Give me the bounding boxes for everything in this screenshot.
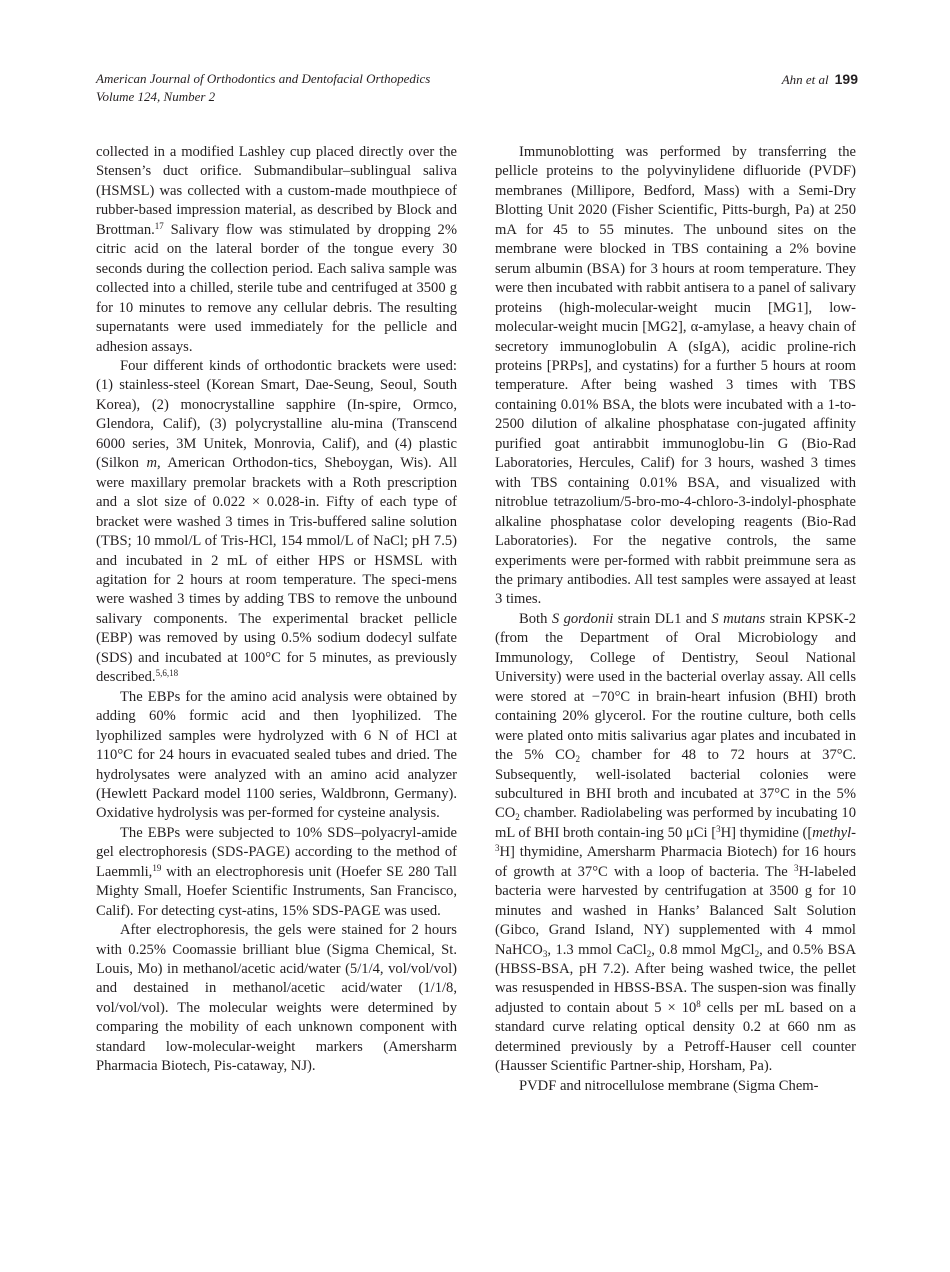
- citation: 5,6,18: [155, 668, 179, 679]
- right-column: [495, 143, 856, 1096]
- species-name: S gordonii: [551, 610, 614, 627]
- paragraph: Four different kinds of orthodontic brackets were used: (1) stainless-steel (Korean Smart, Dae-Seung, Seoul, South Korea), (2) monocrystalline sapphire (In-spire, Ormco, Glendora, Calif), (3) polycrystalline alu-mina (Transcend 6000 series, 3M Unitek, Monrovia, Calif), and (4) plastic (Silkon m, American Orthodon-tics, Sheboygan, Wis). All were maxillary premolar brackets with a Roth prescription and a slot size of 0.022 × 0.028-in. Fifty of each type of bracket were washed 3 times in Tris-buffered saline solution (TBS; 10 mmol/L of Tris-HCl, 154 mmol/L of NaCl; pH 7.5) and incubated in 2 mL of either HPS or HSMSL with agitation for 2 hours at room temperature. The speci-mens were washed 3 times by adding TBS to remove the unbound salivary components. The experimental bracket pellicle (EBP) was removed by using 0.5% sodium dodecyl sulfate (SDS) and incubated at 100°C for 5 minutes, as previously described.$^{5,6,18}$: [96, 357, 458, 686]
- paragraph: Immunoblotting was performed by transferring the pellicle proteins to the polyvinylidene difluoride (PVDF) membranes (Millipore, Bedford, Mass) with a Semi-Dry Blotting Unit 2020 (Fisher Scientific, Pitts-burgh, Pa) at 250 mA for 45 to 55 minutes. The unbound sites on the membrane were blocked in TBS containing a 2% bovine serum albumin (BSA) for 3 hours at room temperature. They were then incubated with rabbit antisera to a panel of salivary proteins (high-molecular-weight mucin [MG1], low-molecular-weight mucin [MG2], α-amylase, a heavy chain of secretory immunoglobulin A (sIgA), acidic proline-rich proteins [PRPs], and cystatins) for a further 5 hours at room temperature. After being washed 3 times with TBS containing 0.01% BSA, the blots were incubated with a 1-to-2500 dilution of alkaline phosphatase con-jugated affinity purified goat antirabbit immunoglobu-lin G (Bio-Rad Laboratories, Hercules, Calif) for 3 hours, washed 3 times with TBS containing 0.01% BSA, and visualized with nitroblue tetrazolium/5-bro-mo-4-chloro-3-indolyl-phosphate alkaline phosphatase color developing reagents (Bio-Rad Laboratories). For the negative controls, the same experiments were per-formed with rabbit preimmune sera as the primary antibodies. All test samples were assayed at least 3 times.: [495, 144, 856, 608]
- author-line: Ahn et al: [781, 72, 829, 87]
- paragraph: Both S gordonii strain DL1 and S mutans strain KPSK-2 (from the Department of Oral Microbiology and Immunology, College of Dentistry, Seoul National University) were used in the bacterial overlay assay. All cells were stored at −70°C in brain-heart infusion (BHI) broth containing 20% glycerol. For the routine culture, both cells were plated onto mitis salivarius agar plates and incubated in the 5% $CO_2$ chamber for 48 to 72 hours at 37°C. Subsequently, well-isolated bacterial colonies were subcultured in BHI broth and incubated at 37°C in the 5% $CO_2$ chamber. Radiolabeling was performed by incubating 10 mL of BHI broth contain-ing 50 μCi [$^3$H] thymidine ([methyl-$^3$H] thymidine, Amersharm Pharmacia Biotech) for 16 hours of growth at 37°C with a loop of bacteria. The $^3$H-labeled bacteria were harvested by centrifugation at 3500 g for 10 minutes and washed in Hanks’ Balanced Salt Solution (Gibco, Grand Island, NY) supplemented with 4 mmol NaHCO$_3$, 1.3 mmol CaCl$_2$, 0.8 mmol MgCl$_2$, and 0.5% BSA (HBSS-BSA, pH 7.2). After being washed twice, the pellet was resuspended in HBSS-BSA. The suspen-sion was finally adjusted to contain about $5 \times 10^8$ cells per mL based on a standard curve relating optical density 0.2 at 660 nm as determined previously by a Petroff-Hauser cell counter (Hausser Scientific Partner-ship, Horsham, Pa).: [495, 610, 857, 1075]
- journal-volume: Volume 124, Number 2: [96, 89, 216, 104]
- citation: 17: [154, 220, 164, 231]
- running-header: [96, 70, 430, 106]
- paragraph: collected in a modified Lashley cup placed directly over the Stensen’s duct orifice. Submandibular–sublingual saliva (HSMSL) was collected with a custom-made mouthpiece of rubber-based impression material, as described by Block and Brottman.$^{17}$ Salivary flow was stimulated by dropping 2% citric acid on the lateral border of the tongue every 30 seconds during the collection period. Each saliva sample was collected into a chilled, sterile tube and centrifuged at 3500 g for 10 minutes to remove any cellular debris. The resulting supernatants were used immediately for the pellicle and adhesion assays.: [96, 144, 457, 355]
- species-name: S mutans: [711, 610, 766, 627]
- page-number: 199: [834, 71, 858, 87]
- paragraph: The EBPs for the amino acid analysis were obtained by adding 60% formic acid and then lyophilized. The lyophilized samples were hydrolyzed with 6 N of HCl at 110°C for 24 hours in evacuated sealed tubes and dried. The hydrolysates were analyzed with an amino acid analyzer (Hewlett Packard model 1100 series, Waldbronn, Germany). Oxidative hydrolysis was per-formed for cysteine analysis.: [96, 688, 457, 822]
- journal-title: American Journal of Orthodontics and Dentofacial Orthopedics: [96, 71, 431, 86]
- paragraph: The EBPs were subjected to 10% SDS–polyacryl-amide gel electrophoresis (SDS-PAGE) according to the method of Laemmli,$^{19}$ with an electrophoresis unit (Hoefer SE 280 Tall Mighty Small, Hoefer Scientific Instruments, San Francisco, Calif). For detecting cyst-atins, 15% SDS-PAGE was used.: [96, 824, 457, 919]
- citation: 19: [152, 862, 162, 873]
- left-column: [96, 143, 457, 1077]
- running-header-right: [782, 70, 858, 89]
- paragraph: PVDF and nitrocellulose membrane (Sigma Chem-: [519, 1077, 819, 1094]
- paragraph: After electrophoresis, the gels were stained for 2 hours with 0.25% Coomassie brilliant blue (Sigma Chemical, St. Louis, Mo) in methanol/acetic acid/water (5/1/4, vol/vol/vol) and destained in methanol/acetic acid/water (1/1/8, vol/vol/vol). The molecular weights were determined by comparing the mobility of each unknown component with standard low-molecular-weight markers (Amersharm Pharmacia Biotech, Pis-cataway, NJ).: [96, 922, 457, 1075]
